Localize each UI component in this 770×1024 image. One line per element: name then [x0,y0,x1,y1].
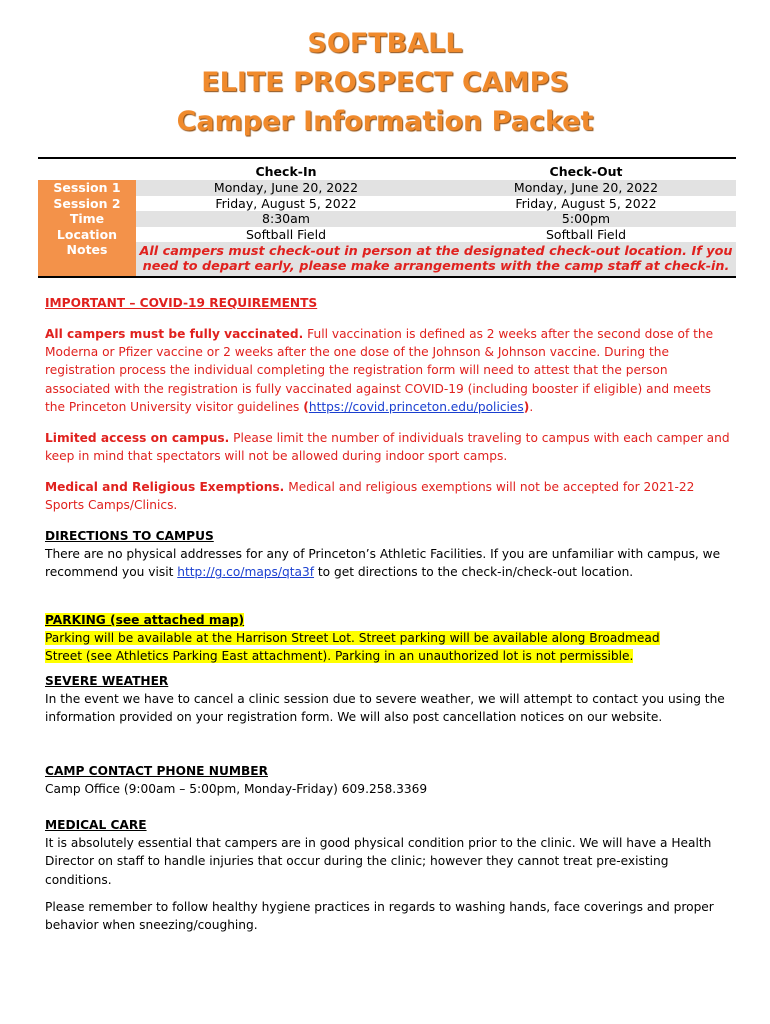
label-location: Location [38,227,136,243]
hygiene-text: Please remember to follow healthy hygiene practices in regards to washing hands, face coverings and proper behavior when sneezing/coughing. [45,900,714,933]
title-line-3: Camper Information Packet [176,106,594,137]
label-time: Time [38,211,136,227]
label-session-2: Session 2 [38,196,136,212]
label-session-1: Session 1 [38,180,136,196]
parking-line-1: Parking will be available at the Harrison Street Lot. Street parking will be available along Broadmead [45,631,660,646]
notes-line-2: need to depart early, please make arrangements with the camp staff at check-in. [142,259,730,274]
exemptions-lead: Medical and Religious Exemptions. [45,480,285,494]
location-checkin: Softball Field [245,226,327,242]
vaccination-text: Full vaccination is defined as 2 weeks after the second dose of the Moderna or Pfizer vaccine or 2 weeks after the one dose of the Johnson & Johnson vaccine. During the registration process the individual completing the registration form will need to attest that the person associated with the registration is fully vaccinated against COVID-19 (including booster if eligible) and meets the Princeton University visitor guidelines [45,327,714,414]
directions-section [45,527,730,582]
hygiene-paragraph [45,898,730,934]
medical-heading: MEDICAL CARE [45,818,147,832]
notes-line-1: All campers must check-out in person at the designated check-out location. If you [139,243,733,259]
session-1-checkin: Monday, June 20, 2022 [136,180,436,196]
session-1-checkout: Monday, June 20, 2022 [436,180,736,196]
title-line-2: ELITE PROSPECT CAMPS [201,67,569,98]
directions-heading: DIRECTIONS TO CAMPUS [45,529,214,543]
session-2-checkout: Friday, August 5, 2022 [515,195,657,211]
schedule-table [38,157,736,278]
checkout-header: Check-Out [436,158,736,180]
vaccination-lead: All campers must be fully vaccinated. [45,327,304,341]
location-checkout: Softball Field [545,226,627,242]
maps-link[interactable]: http://g.co/maps/qta3f [177,565,315,580]
medical-section [45,816,730,889]
directions-text: There are no physical addresses for any of Princeton’s Athletic Facilities. If you are unfamiliar with campus, we recommend you visit http://g.co/maps/qta3f to get directions to the check-in/check-out location. [45,547,721,580]
parking-heading: PARKING (see attached map) [45,613,245,627]
session-2-checkin: Friday, August 5, 2022 [215,195,357,211]
contact-text: Camp Office (9:00am – 5:00pm, Monday-Friday) 609.258.3369 [45,782,428,797]
medical-text: It is absolutely essential that campers are in good physical condition prior to the clinic. We will have a Health Director on staff to handle injuries that occur during the clinic; however they cannot treat pre-existing conditions. [45,836,712,887]
schedule-corner [38,158,136,180]
time-checkin: 8:30am [136,211,436,227]
time-checkout: 5:00pm [436,211,736,227]
covid-exemptions-paragraph [45,478,730,514]
contact-section [45,762,730,798]
access-text: Please limit the number of individuals traveling to campus with each camper and keep in mind that spectators will not be allowed during indoor sport camps. [45,431,730,464]
checkin-header: Check-In [136,158,436,180]
title-block [0,24,770,141]
covid-policy-link[interactable]: https://covid.princeton.edu/policies [308,399,524,414]
weather-section [45,672,730,727]
weather-heading: SEVERE WEATHER [45,674,169,688]
access-lead: Limited access on campus. [45,431,230,445]
notes-label-text: Notes [66,242,108,257]
label-notes [38,242,136,277]
weather-text: In the event we have to cancel a clinic session due to severe weather, we will attempt to contact you using the information provided on your registration form. We will also post cancellation notices on our website. [45,692,725,725]
covid-access-paragraph [45,429,730,465]
title-line-1: SOFTBALL [307,28,463,59]
covid-vaccination-paragraph: All campers must be fully vaccinated. Full vaccination is defined as 2 weeks after the second dose of the Moderna or Pfizer vaccine or 2 weeks after the one dose of the Johnson & Johnson vaccine. During the registration process the individual completing the registration form will need to attest that the person associated with the registration is fully vaccinated against COVID-19 (including booster if eligible) and meets the Princeton University visitor guidelines (https://covid.princeton.edu/policies). [45,327,714,414]
parking-line-2: Street (see Athletics Parking East attachment). Parking in an unauthorized lot is not permissible. [45,649,634,664]
contact-heading: CAMP CONTACT PHONE NUMBER [45,764,268,778]
exemptions-text: Medical and religious exemptions will not be accepted for 2021-22 Sports Camps/Clinics. [45,480,695,513]
notes-cell [136,242,736,277]
covid-heading: IMPORTANT – COVID-19 REQUIREMENTS [45,296,318,310]
parking-section [45,611,730,666]
